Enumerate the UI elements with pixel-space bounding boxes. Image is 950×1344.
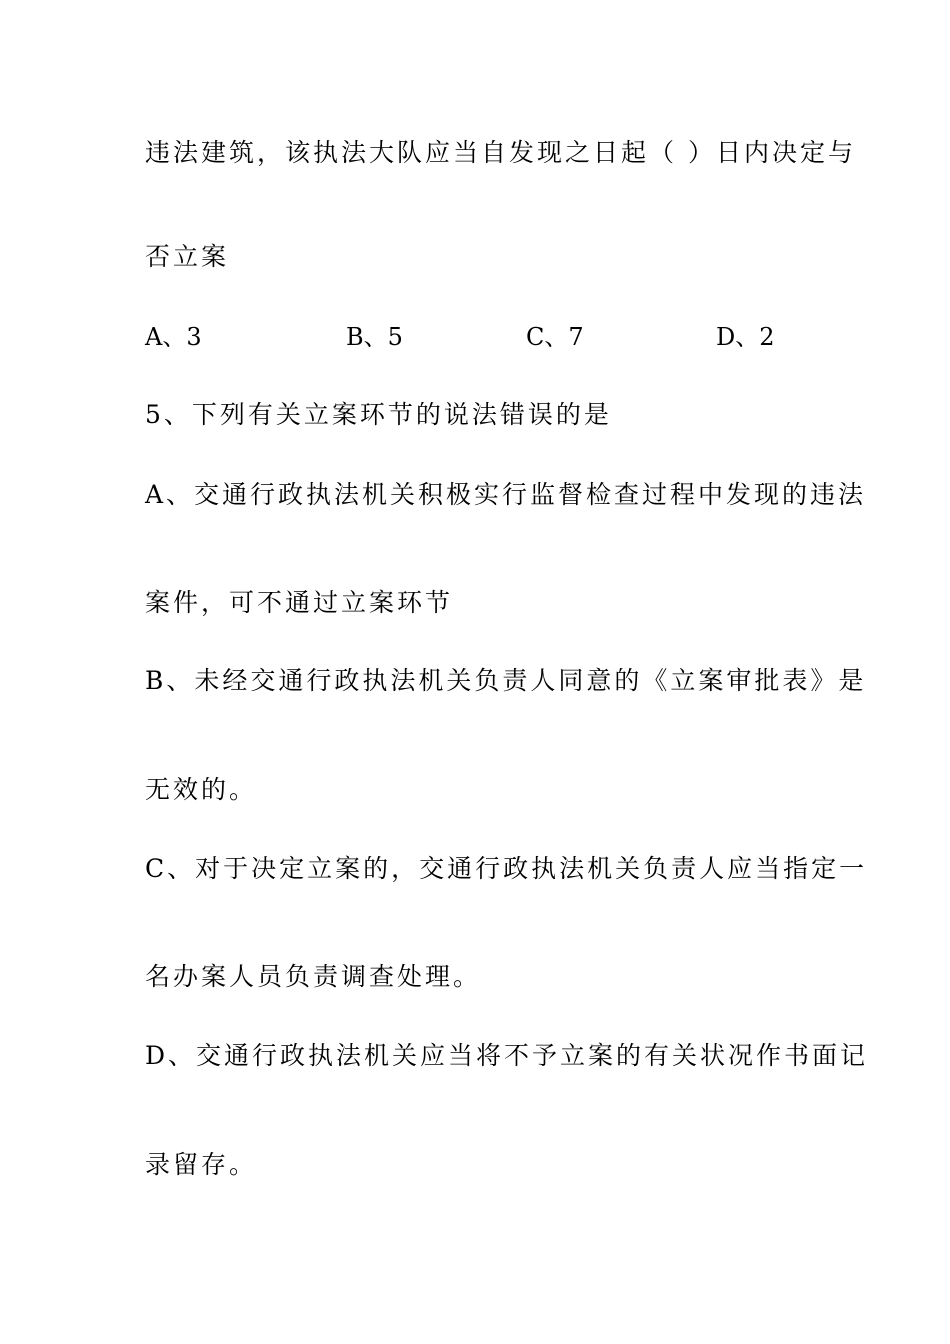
question-4-text-line-2: 否立案 (145, 242, 230, 271)
question-5-option-d-line-2: 录留存。 (145, 1150, 258, 1179)
option-d: D、2 (716, 323, 775, 351)
question-5-option-d-line-1: D、交通行政执法机关应当将不予立案的有关状况作书面记 (145, 1041, 869, 1070)
option-c: C、7 (526, 323, 584, 351)
question-5-stem: 5、下列有关立案环节的说法错误的是 (145, 400, 612, 429)
question-5-option-a-line-2: 案件，可不通过立案环节 (145, 588, 454, 617)
question-5-option-b-line-2: 无效的。 (145, 775, 258, 804)
option-a: A、3 (145, 323, 202, 351)
question-5-option-b-line-1: B、未经交通行政执法机关负责人同意的《立案审批表》是 (145, 666, 867, 695)
question-4-text-line-1: 违法建筑，该执法大队应当自发现之日起（ ）日内决定与 (145, 138, 856, 167)
option-b: B、5 (346, 323, 403, 351)
question-4-options (0, 322, 950, 352)
question-5-option-c-line-1: C、对于决定立案的，交通行政执法机关负责人应当指定一 (145, 854, 868, 883)
question-5-option-c-line-2: 名办案人员负责调查处理。 (145, 962, 482, 991)
question-5-option-a-line-1: A、交通行政执法机关积极实行监督检查过程中发现的违法 (145, 480, 867, 509)
